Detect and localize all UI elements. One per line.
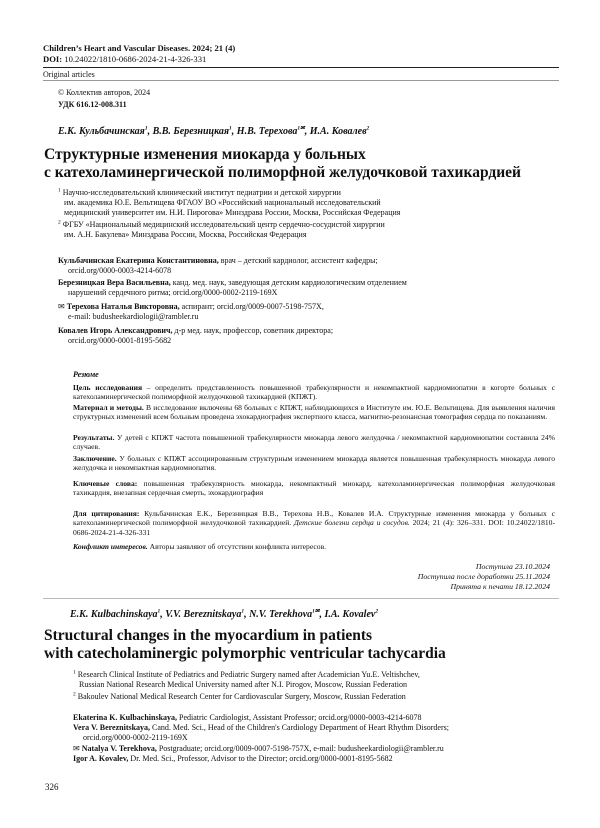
affil-sup: 1 [58,187,61,194]
author-sup: 1 [157,608,161,615]
person-details: Pediatric Cardiologist, Assistant Professor; orcid.org/0000-0003-4214-6078 [177,713,422,722]
author-info-en-4 [73,754,553,764]
title-line: с катехоламинергической полиморфной желудочковой тахикардией [44,164,521,181]
keywords [73,479,555,498]
para-text: 2024; 21 (4): 326–331. DOI: 10.24022/1810-0686-2024-21-4-326-331 [73,518,555,537]
doi-value[interactable]: 10.24022/1810-0686-2024-21-4-326-331 [64,54,207,64]
author-info-ru-2 [58,278,536,298]
orcid-link[interactable]: orcid.org/0000-0002-2119-169X [83,733,188,742]
para-label: Цель исследования [73,383,143,392]
doi-line [43,54,206,65]
para-label: Заключение. [73,454,117,463]
para-text: Кульбачинская Е.К., Березницкая В.В., Терехова Н.В., Ковалев И.А. Структурные изменения миокарда у больных с катехоламинергической полиморфной желудочковой тахикардией. [73,509,555,528]
affil-line: Bakoulev National Medical Research Center for Cardiovascular Surgery, Moscow, Russian Federation [77,692,406,701]
title-line: with catecholaminergic polymorphic ventricular tachycardia [44,645,446,662]
abstract-methods [73,403,555,422]
para-label: Конфликт интересов. [73,542,148,551]
abstract-results [73,433,555,452]
affil-line: им. академика Ю.Е. Вельтищева ФГАОУ ВО «Российский национальный исследовательский [64,198,381,207]
affil-line: ФГБУ «Национальный медицинский исследовательский центр сердечно-сосудистой хирургии [62,220,385,229]
authors-en: E.K. Kulbachinskaya$^1$, V.V. Bereznitskaya$^1$, N.V. Terekhova$^{1✉}$, I.A. Kovalev$^2$ [70,608,379,620]
affil-sup: 1 [73,669,76,676]
person-name: Ковалев Игорь Александрович, [58,326,173,335]
person-name: Igor A. Kovalev, [73,754,129,763]
affil-line: медицинский университет им. Н.И. Пирогова» Минздрава России, Москва, Российская Федерация [64,208,401,217]
person-name: Ekaterina K. Kulbachinskaya, [73,713,178,722]
author-sup: 2 [366,125,370,132]
journal-header: Children’s Heart and Vascular Diseases. 2024; 21 (4) [43,43,236,53]
para-label: Материал и методы. [73,403,144,412]
para-text: повышенная трабекулярность миокарда, некомпактный миокард, катехоламинергическая полиморфная желудочковая тахикардия, внезапная сердечная смерть, эхокардиография [73,479,555,498]
person-name: Терехова Наталья Викторовна, [66,302,180,311]
author-info-en-2 [73,723,553,743]
affil-line: Russian National Research Medical University named after N.I. Pirogov, Moscow, Russian Federation [79,680,407,689]
affiliation-en-1 [73,670,553,690]
person-details: врач – детский кардиолог, ассистент кафедры; [218,256,378,265]
author-info-en-3 [73,744,553,754]
person-name: Natalya V. Terekhova, [81,744,157,753]
affiliation-en-2 [73,692,553,702]
abstract-aim [73,383,555,402]
person-details: аспирант; orcid.org/0009-0007-5198-757X, [179,302,324,311]
date-received: Поступила 23.10.2024 [475,562,550,571]
para-text: Авторы заявляют об отсутствии конфликта интересов. [147,542,327,551]
para-text: У больных с КПЖТ ассоциированным структурным изменением миокарда является повышенная трабекулярность миокарда левого желудочка и некомпактная кардиомиопатия. [73,454,555,473]
author-name: I.A. Kovalev [324,609,376,620]
citation [73,509,555,537]
abstract-conclusion [73,454,555,473]
author-sup: 2 [375,608,379,615]
author-name: Е.К. Кульбачинская [58,126,145,137]
author-name: Н.В. Терехова [236,126,298,137]
orcid-link[interactable]: orcid.org/0000-0001-8195-5682 [68,336,172,345]
affil-line: им. А.Н. Бакулева» Минздрава России, Москва, Российская Федерация [64,230,307,239]
article-title-en [44,627,564,663]
affil-line: Research Clinical Institute of Pediatrics and Pediatric Surgery named after Academician Yu.E. Veltishchev, [77,670,420,679]
date-accepted: Принята к печати 18.12.2024 [450,582,550,591]
author-sup: 1✉ [297,125,305,132]
person-details: Cand. Med. Sci., Head of the Children's Cardiology Department of Heart Rhythm Disorders; [150,723,449,732]
author-sup: 1 [241,608,245,615]
cite-journal: Детские болезни сердца и сосудов. [294,518,410,528]
person-details: нарушений сердечного ритма; orcid.org/0000-0002-2119-169X [68,288,278,297]
para-label: Для цитирования: [73,509,140,518]
affiliation-ru-2 [58,220,518,240]
udk-code: УДК 616.12-008.311 [58,100,127,109]
author-sup: 1 [144,125,148,132]
author-name: N.V. Terekhova [249,609,313,620]
author-name: И.А. Ковалев [309,126,367,137]
doi-label: DOI: [43,54,63,64]
affiliation-ru-1 [58,188,518,218]
author-name: V.V. Bereznitskaya [165,609,242,620]
header-rule [43,67,559,68]
person-details: канд. мед. наук, заведующая детским кардиологическим отделением [170,278,407,287]
author-sup: 1✉ [312,608,320,615]
person-name: Кульбачинская Екатерина Константиновна, [58,256,219,265]
title-line: Структурные изменения миокарда у больных [44,146,366,163]
author-sup: 1 [229,125,232,132]
author-info-ru-3 [58,302,536,322]
author-info-ru-1 [58,256,536,276]
para-label: Результаты. [73,433,115,442]
person-name: Vera V. Bereznitskaya, [73,723,151,732]
article-title-ru [44,146,564,182]
para-text: У детей с КПЖТ частота повышенной трабекулярности миокарда левого желудочка / некомпактной кардиомиопатии составила 24% случаев. [73,433,555,452]
person-details: Dr. Med. Sci., Professor, Advisor to the Director; orcid.org/0000-0001-8195-5682 [128,754,393,763]
author-info-ru-4 [58,326,536,346]
envelope-icon: ✉ [73,744,80,753]
title-line: Structural changes in the myocardium in patients [44,627,373,644]
person-details: Postgraduate; orcid.org/0009-0007-5198-757X, e-mail: budusheekardiologii@rambler.ru [156,744,444,753]
email-link[interactable]: e-mail: budusheekardiologii@rambler.ru [68,312,199,321]
para-text: В исследование включены 68 больных с КПЖТ, наблюдающихся в Институте им. Ю.Е. Вельтищева. Для выявления наличия структурных изменений всем больным проведена эхокардиография экспертного класса, магнитно-резонансная томография сердца по показаниям. [73,403,555,422]
copyright: © Коллектив авторов, 2024 [58,88,151,97]
envelope-icon: ✉ [58,302,65,311]
date-revised: Поступила после доработки 25.11.2024 [417,572,550,581]
orcid-link[interactable]: orcid.org/0000-0003-4214-6078 [68,266,172,275]
authors-ru: Е.К. Кульбачинская$^1$, В.В. Березницкая$^1$, Н.В. Терехова$^{1✉}$, И.А. Ковалев$^2$ [58,125,370,137]
person-name: Березницкая Вера Васильевна, [58,278,171,287]
author-name: E.K. Kulbachinskaya [70,609,158,620]
section-label: Original articles [43,70,95,79]
abstract-heading: Резюме [73,370,99,379]
author-name: В.В. Березницкая [152,126,230,137]
para-label: Ключевые слова: [73,479,138,488]
affil-line: Научно-исследовательский клинический институт педиатрии и детской хирургии [62,188,341,197]
affil-sup: 2 [73,691,76,698]
person-details: д-р мед. наук, профессор, советник директора; [172,326,334,335]
author-info-en-1 [73,713,553,723]
section-rule [43,80,559,81]
page-number: 326 [45,782,59,792]
affil-sup: 2 [58,219,61,226]
conflict-of-interest [73,542,555,551]
language-divider [43,598,559,599]
para-text: – определить представленность повышенной трабекулярности и некомпактной кардиомиопатии в когорте больных с катехоламинергической полиморфной желудочковой тахикардией (КПЖТ). [73,383,555,402]
